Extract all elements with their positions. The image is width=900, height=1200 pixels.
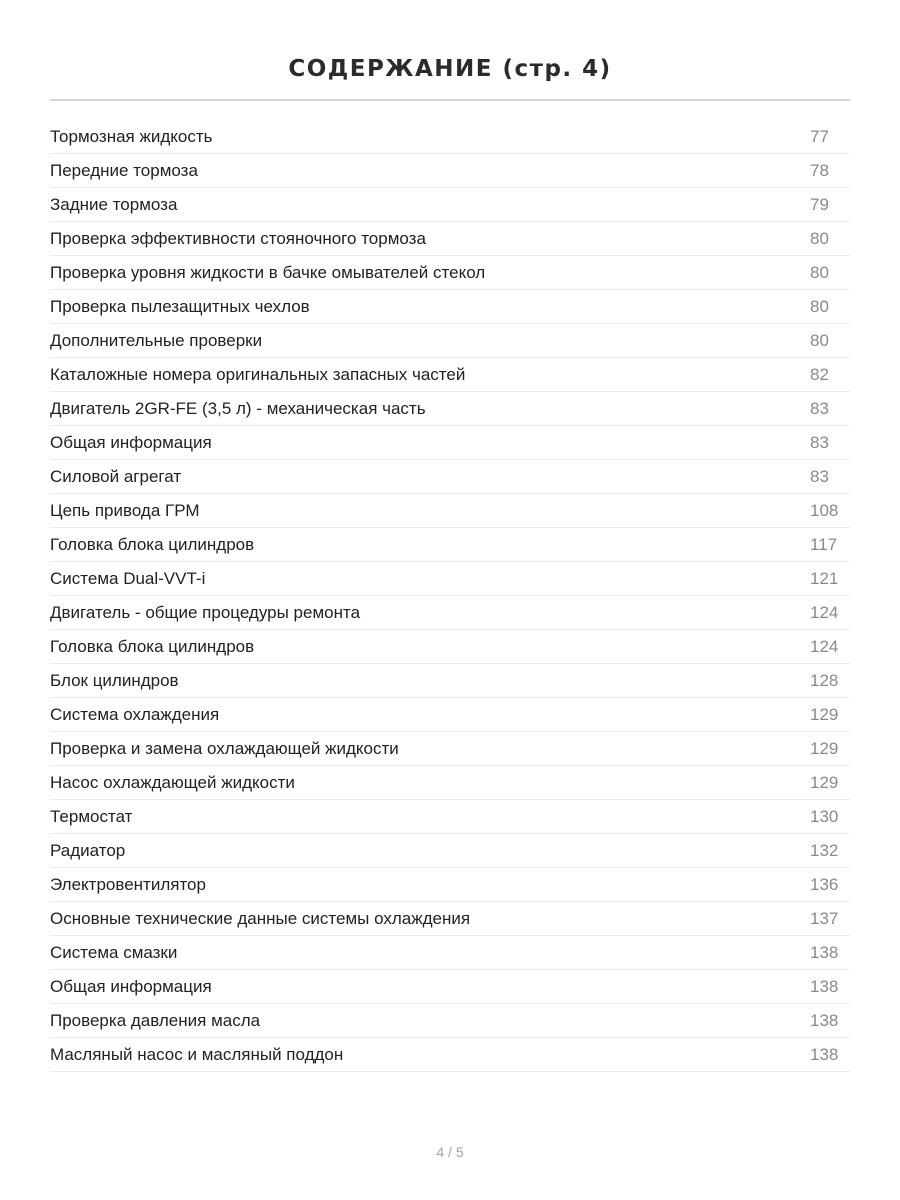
toc-entry-title: Головка блока цилиндров — [50, 637, 255, 656]
toc-entry-title: Двигатель 2GR-FE (3,5 л) - механическая часть — [50, 399, 426, 418]
toc-entry-page: 137 — [810, 909, 839, 928]
toc-row[interactable] — [50, 528, 850, 562]
toc-entry-title: Система охлаждения — [50, 705, 220, 724]
toc-row[interactable] — [50, 154, 850, 188]
toc-row[interactable] — [50, 460, 850, 494]
toc-entry-page: 138 — [810, 1011, 839, 1030]
toc-row[interactable] — [50, 936, 850, 970]
toc-row[interactable] — [50, 630, 850, 664]
toc-entry-page: 129 — [810, 773, 839, 792]
toc-entry-page: 80 — [810, 229, 829, 248]
toc-row[interactable] — [50, 698, 850, 732]
toc-row[interactable] — [50, 222, 850, 256]
toc-entry-title: Общая информация — [50, 433, 212, 452]
toc-entry-page: 79 — [810, 195, 829, 214]
toc-entry-page: 138 — [810, 1045, 839, 1064]
toc-entry-page: 83 — [810, 433, 829, 452]
toc-entry-page: 78 — [810, 161, 829, 180]
toc-entry-page: 128 — [810, 671, 839, 690]
toc-entry-title: Проверка давления масла — [50, 1011, 261, 1030]
toc-row[interactable] — [50, 902, 850, 936]
toc-row[interactable] — [50, 562, 850, 596]
toc-row[interactable] — [50, 766, 850, 800]
toc-entry-title: Радиатор — [50, 841, 126, 860]
toc-entry-title: Термостат — [50, 807, 133, 826]
toc-entry-page: 136 — [810, 875, 839, 894]
toc-row[interactable] — [50, 392, 850, 426]
toc-entry-title: Проверка пылезащитных чехлов — [50, 297, 310, 316]
toc-row[interactable] — [50, 188, 850, 222]
toc-entry-title: Силовой агрегат — [50, 467, 182, 486]
toc-entry-page: 124 — [810, 603, 839, 622]
toc-row[interactable] — [50, 290, 850, 324]
toc-entry-page: 121 — [810, 569, 839, 588]
toc-row[interactable] — [50, 1004, 850, 1038]
toc-row[interactable] — [50, 120, 850, 154]
toc-row[interactable] — [50, 358, 850, 392]
toc-row[interactable] — [50, 970, 850, 1004]
toc-entry-page: 80 — [810, 263, 829, 282]
toc-entry-page: 83 — [810, 467, 829, 486]
toc-entry-page: 82 — [810, 365, 829, 384]
toc-entry-title: Система смазки — [50, 943, 178, 962]
toc-entry-page: 138 — [810, 943, 839, 962]
toc-entry-page: 138 — [810, 977, 839, 996]
toc-entry-page: 132 — [810, 841, 839, 860]
title-divider — [50, 99, 850, 101]
toc-row[interactable] — [50, 324, 850, 358]
toc-entry-page: 80 — [810, 331, 829, 350]
toc-entry-title: Дополнительные проверки — [50, 331, 263, 350]
toc-row[interactable] — [50, 596, 850, 630]
toc-entry-title: Насос охлаждающей жидкости — [50, 773, 295, 792]
toc-entry-title: Масляный насос и масляный поддон — [50, 1045, 344, 1064]
toc-entry-title: Электровентилятор — [50, 875, 206, 894]
toc-entry-title: Проверка эффективности стояночного тормоза — [50, 229, 426, 248]
toc-row[interactable] — [50, 1038, 850, 1072]
toc-row[interactable] — [50, 868, 850, 902]
toc-entry-title: Тормозная жидкость — [50, 127, 213, 146]
toc-entry-title: Двигатель - общие процедуры ремонта — [50, 603, 361, 622]
toc-entry-page: 80 — [810, 297, 829, 316]
toc-entry-page: 83 — [810, 399, 829, 418]
toc-entry-page: 77 — [810, 127, 829, 146]
toc-entry-title: Блок цилиндров — [50, 671, 179, 690]
toc-entry-page: 129 — [810, 705, 839, 724]
toc-row[interactable] — [50, 664, 850, 698]
toc-entry-title: Каталожные номера оригинальных запасных частей — [50, 365, 466, 384]
toc-entry-title: Основные технические данные системы охлаждения — [50, 909, 471, 928]
toc-entry-page: 117 — [810, 535, 838, 554]
page-pagination: 4 / 5 — [436, 1144, 464, 1160]
toc-row[interactable] — [50, 494, 850, 528]
toc-row[interactable] — [50, 732, 850, 766]
toc-entry-title: Общая информация — [50, 977, 212, 996]
toc-row[interactable] — [50, 800, 850, 834]
toc-entry-title: Задние тормоза — [50, 195, 178, 214]
toc-entry-title: Система Dual-VVT-i — [50, 569, 206, 588]
toc-entry-title: Головка блока цилиндров — [50, 535, 255, 554]
toc-row[interactable] — [50, 256, 850, 290]
toc-list — [50, 120, 850, 1072]
toc-entry-page: 129 — [810, 739, 839, 758]
toc-entry-page: 124 — [810, 637, 839, 656]
toc-row[interactable] — [50, 426, 850, 460]
toc-entry-title: Проверка уровня жидкости в бачке омывателей стекол — [50, 263, 486, 282]
toc-entry-title: Цепь привода ГРМ — [50, 501, 200, 520]
toc-entry-title: Передние тормоза — [50, 161, 198, 180]
page-title: СОДЕРЖАНИЕ (стр. 4) — [288, 56, 612, 83]
toc-entry-page: 130 — [810, 807, 839, 826]
toc-row[interactable] — [50, 834, 850, 868]
toc-entry-page: 108 — [810, 501, 839, 520]
toc-entry-title: Проверка и замена охлаждающей жидкости — [50, 739, 399, 758]
